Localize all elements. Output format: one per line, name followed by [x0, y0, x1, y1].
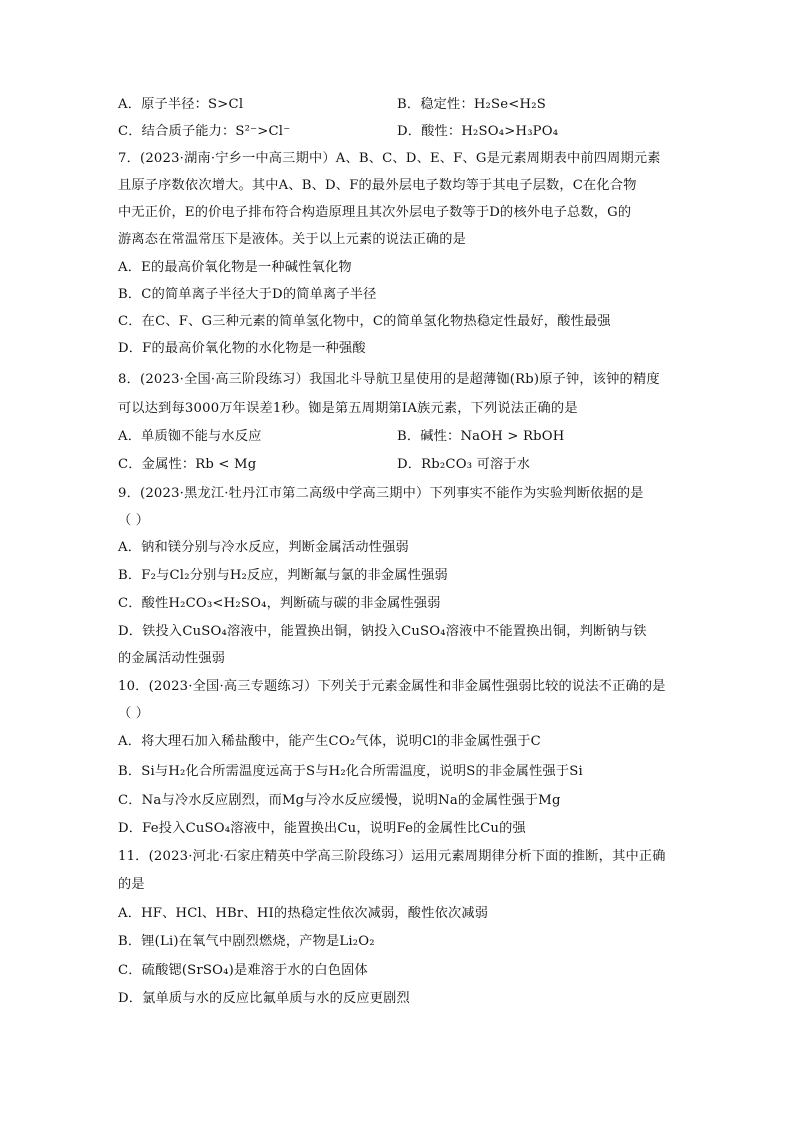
- q6-option-b: B．稳定性：H₂Se<H₂S: [397, 97, 546, 112]
- q6-option-d: D．酸性：H₂SO₄>H₃PO₄: [397, 124, 559, 139]
- q8-option-a: A．单质铷不能与水反应: [118, 429, 262, 444]
- q10-blank: （ ）: [118, 706, 150, 721]
- q6-option-a: A．原子半径：S>Cl: [118, 97, 244, 112]
- q8-option-b: B．碱性：NaOH > RbOH: [397, 429, 565, 444]
- q7-option-a: A．E的最高价氧化物是一种碱性氧化物: [118, 260, 352, 275]
- q11-option-a: A．HF、HCl、HBr、HI的热稳定性依次减弱，酸性依次减弱: [118, 906, 489, 921]
- q7-stem-line: 中无正价，E的价电子排布符合构造原理且其次外层电子数等于D的核外电子总数，G的: [118, 205, 632, 220]
- q11-option-c: C．硫酸锶(SrSO₄)是难溶于水的白色固体: [118, 963, 368, 978]
- q10-option-b: B．Si与H₂化合所需温度远高于S与H₂化合所需温度，说明S的非金属性强于Si: [118, 764, 583, 779]
- q9-option-b: B．F₂与Cl₂分别与H₂反应，判断氟与氯的非金属性强弱: [118, 568, 448, 583]
- q9-option-d-cont: 的金属活动性强弱: [118, 651, 226, 666]
- q9-blank: （ ）: [118, 513, 150, 528]
- q11-stem-line: 的是: [118, 877, 145, 892]
- q7-option-c: C．在C、F、G三种元素的简单氢化物中，C的简单氢化物热稳定性最好，酸性最强: [118, 314, 611, 329]
- q8-option-c: C．金属性：Rb < Mg: [118, 457, 257, 472]
- q7-stem-line: 7．(2023·湖南·宁乡一中高三期中）A、B、C、D、E、F、G是元素周期表中前四周期元素: [118, 151, 661, 166]
- q11-option-b: B．锂(Li)在氧气中剧烈燃烧，产物是Li₂O₂: [118, 934, 375, 949]
- q11-stem-line: 11．(2023·河北·石家庄精英中学高三阶段练习）运用元素周期律分析下面的推断，其中正确: [118, 849, 666, 864]
- q10-stem-line: 10．(2023·全国·高三专题练习）下列关于元素金属性和非金属性强弱比较的说法不正确的是: [118, 679, 666, 694]
- q7-stem-line: 且原子序数依次增大。其中A、B、D、F的最外层电子数均等于其电子层数，C在化合物: [118, 178, 637, 193]
- q10-option-c: C．Na与冷水反应剧烈，而Mg与冷水反应缓慢，说明Na的金属性强于Mg: [118, 793, 561, 808]
- q7-option-d: D．F的最高价氧化物的水化物是一种强酸: [118, 341, 366, 356]
- q10-option-a: A．将大理石加入稀盐酸中，能产生CO₂气体，说明Cl的非金属性强于C: [118, 734, 541, 749]
- q11-option-d: D．氯单质与水的反应比氟单质与水的反应更剧烈: [118, 991, 410, 1006]
- q9-option-d: D．铁投入CuSO₄溶液中，能置换出铜，钠投入CuSO₄溶液中不能置换出铜，判断钠与铁: [118, 624, 647, 639]
- q9-stem-line: 9．(2023·黑龙江·牡丹江市第二高级中学高三期中）下列事实不能作为实验判断依据的是: [118, 486, 644, 501]
- q8-option-d: D．Rb₂CO₃ 可溶于水: [397, 457, 531, 472]
- q9-option-c: C．酸性H₂CO₃<H₂SO₄，判断硫与碳的非金属性强弱: [118, 596, 441, 611]
- q8-stem-line: 可以达到每3000万年误差1秒。铷是第五周期第ⅠA族元素，下列说法正确的是: [118, 401, 578, 416]
- q7-option-b: B．C的简单离子半径大于D的简单离子半径: [118, 287, 377, 302]
- q8-stem-line: 8．(2023·全国·高三阶段练习）我国北斗导航卫星使用的是超薄铷(Rb)原子钟，该钟的精度: [118, 372, 660, 387]
- q10-option-d: D．Fe投入CuSO₄溶液中，能置换出Cu，说明Fe的金属性比Cu的强: [118, 821, 526, 836]
- q7-stem-line: 游离态在常温常压下是液体。关于以上元素的说法正确的是: [118, 232, 467, 247]
- q9-option-a: A．钠和镁分别与冷水反应，判断金属活动性强弱: [118, 540, 409, 555]
- q6-option-c: C．结合质子能力：S²⁻>Cl⁻: [118, 124, 291, 139]
